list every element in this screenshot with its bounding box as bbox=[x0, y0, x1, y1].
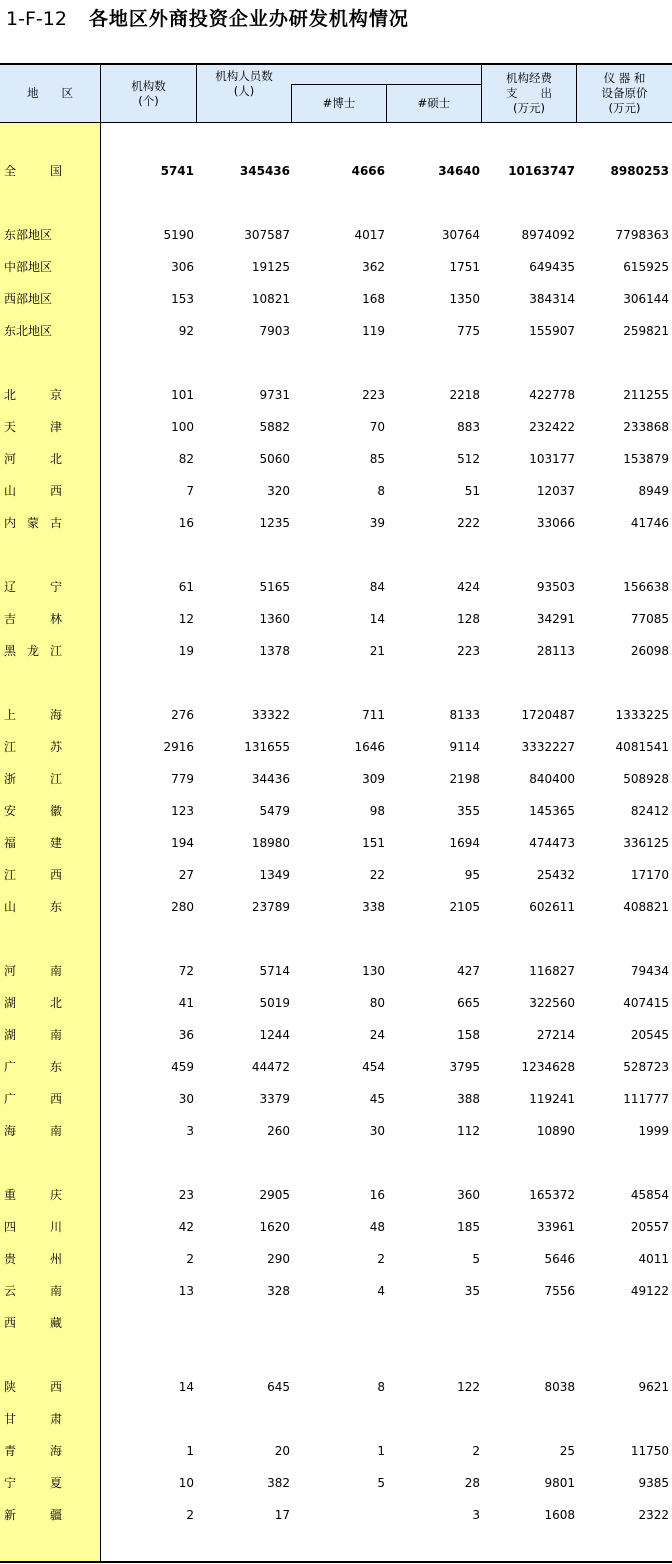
equipment-cell: 156638 bbox=[623, 580, 669, 594]
equipment-cell: 1999 bbox=[638, 1124, 669, 1138]
table-code: 1-F-12 bbox=[6, 8, 67, 30]
region-label: 山 东 bbox=[4, 900, 62, 914]
expenditure-cell: 12037 bbox=[536, 484, 575, 498]
table-row bbox=[0, 1377, 672, 1397]
institutions-cell: 72 bbox=[178, 964, 194, 978]
expenditure-cell: 145365 bbox=[529, 804, 575, 818]
institutions-cell: 12 bbox=[178, 612, 194, 626]
phd-cell: 4 bbox=[377, 1284, 385, 1298]
header-institutions: 机构数 (个) bbox=[131, 78, 166, 108]
personnel-cell: 5479 bbox=[259, 804, 290, 818]
personnel-cell: 5882 bbox=[259, 420, 290, 434]
expenditure-cell: 649435 bbox=[529, 260, 575, 274]
phd-cell: 70 bbox=[369, 420, 385, 434]
institutions-cell: 2 bbox=[186, 1252, 194, 1266]
institutions-cell: 194 bbox=[171, 836, 194, 850]
equipment-cell: 9621 bbox=[638, 1380, 669, 1394]
personnel-cell: 18980 bbox=[251, 836, 290, 850]
region-label: 河 南 bbox=[4, 964, 62, 978]
region-label: 广 西 bbox=[4, 1092, 62, 1106]
region-label: 重 庆 bbox=[4, 1188, 62, 1202]
personnel-cell: 19125 bbox=[251, 260, 290, 274]
institutions-cell: 19 bbox=[178, 644, 194, 658]
phd-cell: 98 bbox=[369, 804, 385, 818]
region-label: 甘 肃 bbox=[4, 1412, 62, 1426]
phd-cell: 119 bbox=[362, 324, 385, 338]
phd-cell: 4017 bbox=[354, 228, 385, 242]
phd-cell: 80 bbox=[369, 996, 385, 1010]
region-label: 全 国 bbox=[4, 164, 62, 178]
phd-cell: 30 bbox=[369, 1124, 385, 1138]
master-cell: 51 bbox=[464, 484, 480, 498]
personnel-cell: 290 bbox=[267, 1252, 290, 1266]
institutions-cell: 42 bbox=[178, 1220, 194, 1234]
header-personnel: 机构人员数 (人) bbox=[215, 69, 273, 98]
region-label: 湖 北 bbox=[4, 996, 62, 1010]
institutions-cell: 82 bbox=[178, 452, 194, 466]
institutions-cell: 92 bbox=[178, 324, 194, 338]
expenditure-cell: 384314 bbox=[529, 292, 575, 306]
master-cell: 28 bbox=[464, 1476, 480, 1490]
expenditure-cell: 10890 bbox=[536, 1124, 575, 1138]
region-label: 山 西 bbox=[4, 484, 62, 498]
institutions-cell: 30 bbox=[178, 1092, 194, 1106]
personnel-cell: 33322 bbox=[251, 708, 290, 722]
master-cell: 158 bbox=[457, 1028, 480, 1042]
master-cell: 222 bbox=[457, 516, 480, 530]
institutions-cell: 2916 bbox=[163, 740, 194, 754]
table-row bbox=[0, 1089, 672, 1109]
equipment-cell: 79434 bbox=[630, 964, 669, 978]
expenditure-cell: 9801 bbox=[544, 1476, 575, 1490]
region-label: 北 京 bbox=[4, 388, 62, 402]
personnel-cell: 5060 bbox=[259, 452, 290, 466]
equipment-cell: 2322 bbox=[638, 1508, 669, 1522]
master-cell: 9114 bbox=[449, 740, 480, 754]
table-row bbox=[0, 1249, 672, 1269]
personnel-cell: 5165 bbox=[259, 580, 290, 594]
region-label: 宁 夏 bbox=[4, 1476, 62, 1490]
phd-cell: 22 bbox=[369, 868, 385, 882]
equipment-cell: 11750 bbox=[630, 1444, 669, 1458]
equipment-cell: 4081541 bbox=[615, 740, 669, 754]
master-cell: 3 bbox=[472, 1508, 480, 1522]
personnel-cell: 17 bbox=[274, 1508, 290, 1522]
page-title bbox=[6, 4, 409, 34]
institutions-cell: 5190 bbox=[163, 228, 194, 242]
master-cell: 665 bbox=[457, 996, 480, 1010]
table-row bbox=[0, 1057, 672, 1077]
personnel-cell: 34436 bbox=[251, 772, 290, 786]
equipment-cell: 41746 bbox=[630, 516, 669, 530]
personnel-cell: 345436 bbox=[239, 164, 290, 178]
master-cell: 112 bbox=[457, 1124, 480, 1138]
header-master: #硕士 bbox=[417, 96, 451, 110]
equipment-cell: 8949 bbox=[638, 484, 669, 498]
phd-cell: 85 bbox=[369, 452, 385, 466]
equipment-cell: 407415 bbox=[623, 996, 669, 1010]
region-label: 吉 林 bbox=[4, 612, 62, 626]
equipment-cell: 8980253 bbox=[610, 164, 669, 178]
expenditure-cell: 422778 bbox=[529, 388, 575, 402]
header-equipment: 仪 器 和 设备原价 (万元) bbox=[601, 71, 648, 115]
expenditure-cell: 25432 bbox=[536, 868, 575, 882]
table-row bbox=[0, 257, 672, 277]
institutions-cell: 3 bbox=[186, 1124, 194, 1138]
expenditure-cell: 119241 bbox=[529, 1092, 575, 1106]
table-row bbox=[0, 417, 672, 437]
region-label: 天 津 bbox=[4, 420, 62, 434]
region-label: 湖 南 bbox=[4, 1028, 62, 1042]
table-row bbox=[0, 385, 672, 405]
table-row bbox=[0, 1505, 672, 1525]
institutions-cell: 779 bbox=[171, 772, 194, 786]
phd-cell: 130 bbox=[362, 964, 385, 978]
expenditure-cell: 1608 bbox=[544, 1508, 575, 1522]
institutions-cell: 14 bbox=[178, 1380, 194, 1394]
phd-cell: 84 bbox=[369, 580, 385, 594]
personnel-cell: 328 bbox=[267, 1284, 290, 1298]
table-bottom-rule bbox=[0, 1561, 672, 1563]
equipment-cell: 9385 bbox=[638, 1476, 669, 1490]
table-row bbox=[0, 801, 672, 821]
personnel-cell: 7903 bbox=[259, 324, 290, 338]
personnel-cell: 23789 bbox=[251, 900, 290, 914]
region-label: 福 建 bbox=[4, 836, 62, 850]
institutions-cell: 36 bbox=[178, 1028, 194, 1042]
table-row bbox=[0, 1281, 672, 1301]
master-cell: 424 bbox=[457, 580, 480, 594]
equipment-cell: 1333225 bbox=[615, 708, 669, 722]
institutions-cell: 7 bbox=[186, 484, 194, 498]
master-cell: 5 bbox=[472, 1252, 480, 1266]
phd-cell: 8 bbox=[377, 484, 385, 498]
expenditure-cell: 5646 bbox=[544, 1252, 575, 1266]
table-row bbox=[0, 1217, 672, 1237]
phd-cell: 168 bbox=[362, 292, 385, 306]
equipment-cell: 49122 bbox=[630, 1284, 669, 1298]
region-label: 西部地区 bbox=[4, 292, 53, 306]
personnel-cell: 44472 bbox=[251, 1060, 290, 1074]
equipment-cell: 233868 bbox=[623, 420, 669, 434]
region-label: 新 疆 bbox=[4, 1508, 62, 1522]
institutions-cell: 2 bbox=[186, 1508, 194, 1522]
phd-cell: 338 bbox=[362, 900, 385, 914]
personnel-cell: 260 bbox=[267, 1124, 290, 1138]
personnel-cell: 1620 bbox=[259, 1220, 290, 1234]
master-cell: 1694 bbox=[449, 836, 480, 850]
expenditure-cell: 33066 bbox=[536, 516, 575, 530]
region-label: 内 蒙 古 bbox=[4, 516, 62, 530]
table-row bbox=[0, 321, 672, 341]
region-label: 云 南 bbox=[4, 1284, 62, 1298]
institutions-cell: 13 bbox=[178, 1284, 194, 1298]
region-label: 陕 西 bbox=[4, 1380, 62, 1394]
expenditure-cell: 474473 bbox=[529, 836, 575, 850]
equipment-cell: 211255 bbox=[623, 388, 669, 402]
equipment-cell: 7798363 bbox=[615, 228, 669, 242]
master-cell: 360 bbox=[457, 1188, 480, 1202]
personnel-cell: 20 bbox=[274, 1444, 290, 1458]
master-cell: 30764 bbox=[441, 228, 480, 242]
phd-cell: 8 bbox=[377, 1380, 385, 1394]
institutions-cell: 61 bbox=[178, 580, 194, 594]
region-label: 东北地区 bbox=[4, 324, 53, 338]
region-label: 辽 宁 bbox=[4, 580, 62, 594]
table-row bbox=[0, 513, 672, 533]
expenditure-cell: 34291 bbox=[536, 612, 575, 626]
table-row bbox=[0, 1473, 672, 1493]
phd-cell: 1646 bbox=[354, 740, 385, 754]
institutions-cell: 153 bbox=[171, 292, 194, 306]
personnel-cell: 320 bbox=[267, 484, 290, 498]
master-cell: 512 bbox=[457, 452, 480, 466]
personnel-cell: 10821 bbox=[251, 292, 290, 306]
personnel-cell: 1235 bbox=[259, 516, 290, 530]
table-row bbox=[0, 161, 672, 181]
table-row bbox=[0, 641, 672, 661]
header-phd: #博士 bbox=[322, 96, 356, 110]
expenditure-cell: 1234628 bbox=[521, 1060, 575, 1074]
region-label: 东部地区 bbox=[4, 228, 53, 242]
table-row bbox=[0, 1313, 672, 1333]
master-cell: 355 bbox=[457, 804, 480, 818]
table-row bbox=[0, 1025, 672, 1045]
master-cell: 2 bbox=[472, 1444, 480, 1458]
expenditure-cell: 116827 bbox=[529, 964, 575, 978]
institutions-cell: 1 bbox=[186, 1444, 194, 1458]
master-cell: 3795 bbox=[449, 1060, 480, 1074]
expenditure-cell: 232422 bbox=[529, 420, 575, 434]
master-cell: 95 bbox=[464, 868, 480, 882]
personnel-cell: 382 bbox=[267, 1476, 290, 1490]
region-label: 广 东 bbox=[4, 1060, 62, 1074]
master-cell: 34640 bbox=[438, 164, 480, 178]
institutions-cell: 23 bbox=[178, 1188, 194, 1202]
equipment-cell: 20545 bbox=[630, 1028, 669, 1042]
expenditure-cell: 8038 bbox=[544, 1380, 575, 1394]
institutions-cell: 5741 bbox=[160, 164, 194, 178]
expenditure-cell: 840400 bbox=[529, 772, 575, 786]
phd-cell: 21 bbox=[369, 644, 385, 658]
institutions-cell: 27 bbox=[178, 868, 194, 882]
master-cell: 8133 bbox=[449, 708, 480, 722]
table-row bbox=[0, 1185, 672, 1205]
personnel-cell: 1244 bbox=[259, 1028, 290, 1042]
master-cell: 388 bbox=[457, 1092, 480, 1106]
equipment-cell: 259821 bbox=[623, 324, 669, 338]
expenditure-cell: 28113 bbox=[536, 644, 575, 658]
phd-cell: 2 bbox=[377, 1252, 385, 1266]
table-row bbox=[0, 737, 672, 757]
region-label: 上 海 bbox=[4, 708, 62, 722]
equipment-cell: 528723 bbox=[623, 1060, 669, 1074]
region-label: 中部地区 bbox=[4, 260, 53, 274]
expenditure-cell: 7556 bbox=[544, 1284, 575, 1298]
institutions-cell: 123 bbox=[171, 804, 194, 818]
personnel-cell: 1360 bbox=[259, 612, 290, 626]
master-cell: 2218 bbox=[449, 388, 480, 402]
expenditure-cell: 155907 bbox=[529, 324, 575, 338]
personnel-cell: 131655 bbox=[244, 740, 290, 754]
personnel-cell: 5714 bbox=[259, 964, 290, 978]
phd-cell: 16 bbox=[369, 1188, 385, 1202]
table-row bbox=[0, 449, 672, 469]
table-row bbox=[0, 769, 672, 789]
equipment-cell: 111777 bbox=[623, 1092, 669, 1106]
phd-cell: 454 bbox=[362, 1060, 385, 1074]
phd-cell: 309 bbox=[362, 772, 385, 786]
expenditure-cell: 93503 bbox=[536, 580, 575, 594]
master-cell: 128 bbox=[457, 612, 480, 626]
region-label: 安 徽 bbox=[4, 804, 62, 818]
master-cell: 1751 bbox=[449, 260, 480, 274]
master-cell: 1350 bbox=[449, 292, 480, 306]
phd-cell: 4666 bbox=[351, 164, 385, 178]
expenditure-cell: 165372 bbox=[529, 1188, 575, 1202]
personnel-cell: 5019 bbox=[259, 996, 290, 1010]
institutions-cell: 280 bbox=[171, 900, 194, 914]
table-row bbox=[0, 577, 672, 597]
master-cell: 185 bbox=[457, 1220, 480, 1234]
phd-cell: 48 bbox=[369, 1220, 385, 1234]
table-name: 各地区外商投资企业办研发机构情况 bbox=[88, 8, 409, 30]
master-cell: 35 bbox=[464, 1284, 480, 1298]
table-row bbox=[0, 961, 672, 981]
expenditure-cell: 25 bbox=[559, 1444, 575, 1458]
table-row bbox=[0, 1441, 672, 1461]
expenditure-cell: 1720487 bbox=[521, 708, 575, 722]
table-row bbox=[0, 481, 672, 501]
region-label: 江 苏 bbox=[4, 740, 62, 754]
equipment-cell: 336125 bbox=[623, 836, 669, 850]
personnel-cell: 3379 bbox=[259, 1092, 290, 1106]
region-label: 海 南 bbox=[4, 1124, 62, 1138]
personnel-cell: 9731 bbox=[259, 388, 290, 402]
institutions-cell: 101 bbox=[171, 388, 194, 402]
table-row bbox=[0, 705, 672, 725]
personnel-cell: 1349 bbox=[259, 868, 290, 882]
region-label: 黑 龙 江 bbox=[4, 644, 62, 658]
master-cell: 223 bbox=[457, 644, 480, 658]
table-row bbox=[0, 897, 672, 917]
phd-cell: 24 bbox=[369, 1028, 385, 1042]
expenditure-cell: 602611 bbox=[529, 900, 575, 914]
phd-cell: 45 bbox=[369, 1092, 385, 1106]
table-row bbox=[0, 833, 672, 853]
region-label: 浙 江 bbox=[4, 772, 62, 786]
master-cell: 2105 bbox=[449, 900, 480, 914]
personnel-cell: 2905 bbox=[259, 1188, 290, 1202]
region-label: 江 西 bbox=[4, 868, 62, 882]
equipment-cell: 20557 bbox=[630, 1220, 669, 1234]
header-region: 地 区 bbox=[27, 86, 73, 100]
phd-cell: 223 bbox=[362, 388, 385, 402]
equipment-cell: 306144 bbox=[623, 292, 669, 306]
table-row bbox=[0, 1121, 672, 1141]
institutions-cell: 306 bbox=[171, 260, 194, 274]
expenditure-cell: 8974092 bbox=[521, 228, 575, 242]
personnel-cell: 645 bbox=[267, 1380, 290, 1394]
institutions-cell: 459 bbox=[171, 1060, 194, 1074]
institutions-cell: 16 bbox=[178, 516, 194, 530]
master-cell: 2198 bbox=[449, 772, 480, 786]
table-row bbox=[0, 225, 672, 245]
institutions-cell: 276 bbox=[171, 708, 194, 722]
region-label: 贵 州 bbox=[4, 1252, 62, 1266]
expenditure-cell: 27214 bbox=[536, 1028, 575, 1042]
equipment-cell: 153879 bbox=[623, 452, 669, 466]
equipment-cell: 17170 bbox=[630, 868, 669, 882]
table-row bbox=[0, 609, 672, 629]
equipment-cell: 77085 bbox=[630, 612, 669, 626]
phd-cell: 151 bbox=[362, 836, 385, 850]
equipment-cell: 508928 bbox=[623, 772, 669, 786]
phd-cell: 711 bbox=[362, 708, 385, 722]
header-expenditure: 机构经费 支 出 (万元) bbox=[506, 71, 552, 115]
phd-cell: 362 bbox=[362, 260, 385, 274]
master-cell: 122 bbox=[457, 1380, 480, 1394]
equipment-cell: 408821 bbox=[623, 900, 669, 914]
equipment-cell: 26098 bbox=[630, 644, 669, 658]
personnel-cell: 307587 bbox=[244, 228, 290, 242]
master-cell: 775 bbox=[457, 324, 480, 338]
master-cell: 427 bbox=[457, 964, 480, 978]
region-label: 河 北 bbox=[4, 452, 62, 466]
institutions-cell: 41 bbox=[178, 996, 194, 1010]
region-label: 青 海 bbox=[4, 1444, 62, 1458]
table-row bbox=[0, 1409, 672, 1429]
expenditure-cell: 33961 bbox=[536, 1220, 575, 1234]
expenditure-cell: 10163747 bbox=[508, 164, 575, 178]
equipment-cell: 45854 bbox=[630, 1188, 669, 1202]
equipment-cell: 82412 bbox=[630, 804, 669, 818]
expenditure-cell: 103177 bbox=[529, 452, 575, 466]
expenditure-cell: 3332227 bbox=[521, 740, 575, 754]
table-row bbox=[0, 289, 672, 309]
equipment-cell: 4011 bbox=[638, 1252, 669, 1266]
expenditure-cell: 322560 bbox=[529, 996, 575, 1010]
institutions-cell: 100 bbox=[171, 420, 194, 434]
table-row bbox=[0, 993, 672, 1013]
phd-cell: 39 bbox=[369, 516, 385, 530]
institutions-cell: 10 bbox=[178, 1476, 194, 1490]
phd-cell: 14 bbox=[369, 612, 385, 626]
master-cell: 883 bbox=[457, 420, 480, 434]
phd-cell: 1 bbox=[377, 1444, 385, 1458]
personnel-cell: 1378 bbox=[259, 644, 290, 658]
region-label: 西 藏 bbox=[4, 1316, 62, 1330]
region-label: 四 川 bbox=[4, 1220, 62, 1234]
table-row bbox=[0, 865, 672, 885]
equipment-cell: 615925 bbox=[623, 260, 669, 274]
phd-cell: 5 bbox=[377, 1476, 385, 1490]
